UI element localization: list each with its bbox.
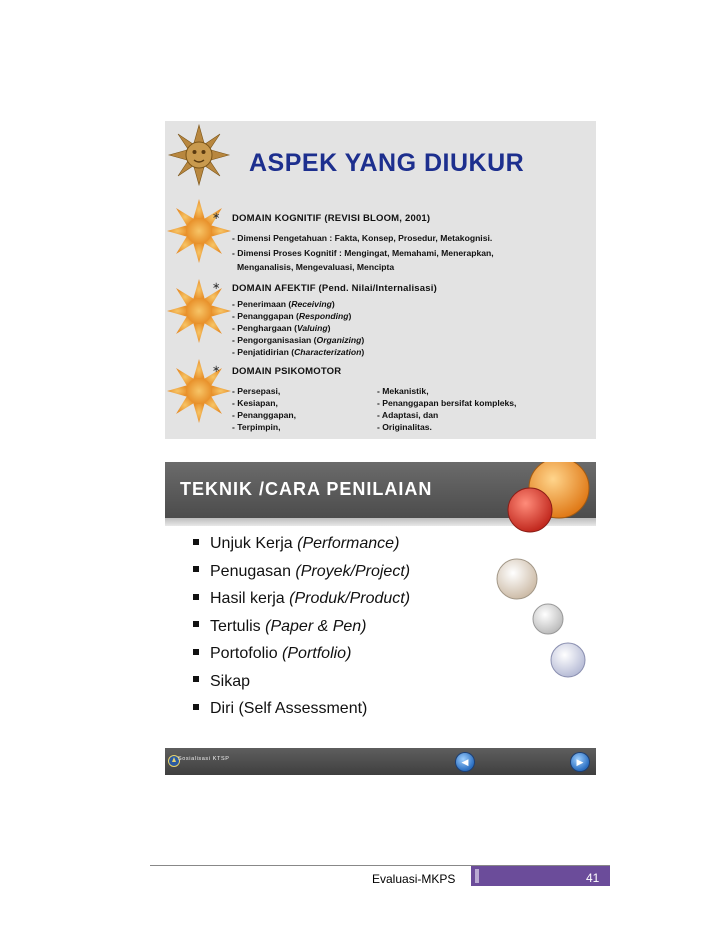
asterisk-bullet-icon: ∗ (212, 364, 221, 375)
footer-document-label: Evaluasi-MKPS (372, 872, 456, 886)
next-slide-button[interactable] (571, 753, 589, 771)
afektif-item: - Penghargaan (Valuing) (232, 323, 331, 333)
sun-decoration-icon (165, 121, 235, 439)
previous-slide-button[interactable] (456, 753, 474, 771)
slide-teknik-cara-penilaian (165, 462, 596, 775)
kognitif-line: Menganalisis, Mengevaluasi, Mencipta (237, 262, 395, 272)
afektif-item: - Penjatidirian (Characterization) (232, 347, 365, 357)
arrow-left-icon: ◀ (461, 757, 469, 767)
psikomotor-item: - Mekanistik, (377, 386, 429, 396)
teknik-list-item: Tertulis (Paper & Pen) (193, 618, 367, 636)
slide2-footer (165, 748, 596, 775)
psikomotor-item: - Terpimpin, (232, 422, 281, 432)
teknik-list-item: Unjuk Kerja (Performance) (193, 535, 399, 553)
square-bullet-icon (193, 704, 199, 710)
afektif-item: - Penanggapan (Responding) (232, 311, 352, 321)
page-number: 41 (586, 871, 600, 885)
square-bullet-icon (193, 594, 199, 600)
psikomotor-item: - Originalitas. (377, 422, 432, 432)
asterisk-bullet-icon: ∗ (212, 281, 221, 292)
footer-label: Sosialisasi KTSP (178, 756, 230, 762)
square-bullet-icon (193, 676, 199, 682)
psikomotor-item: - Kesiapan, (232, 398, 278, 408)
afektif-item: - Pengorganisasian (Organizing) (232, 335, 365, 345)
square-bullet-icon (193, 566, 199, 572)
psikomotor-item: - Penanggapan, (232, 410, 296, 420)
teknik-list-item: Sikap (193, 673, 250, 691)
asterisk-bullet-icon: ∗ (212, 211, 221, 222)
footer-page-bar-accent (475, 869, 479, 883)
slide1-title: ASPEK YANG DIUKUR (249, 149, 525, 177)
kognitif-line: - Dimensi Proses Kognitif : Mengingat, Memahami, Menerapkan, (232, 248, 494, 258)
domain-kognitif-heading: DOMAIN KOGNITIF (REVISI BLOOM, 2001) (232, 213, 431, 224)
arrow-right-icon: ▶ (576, 757, 584, 767)
afektif-item: - Penerimaan (Receiving) (232, 299, 335, 309)
teknik-list-item: Diri (Self Assessment) (193, 700, 367, 718)
domain-psikomotor-heading: DOMAIN PSIKOMOTOR (232, 366, 342, 377)
slide2-title: TEKNIK /CARA PENILAIAN (180, 479, 433, 499)
teknik-list-item: Hasil kerja (Produk/Product) (193, 590, 410, 608)
kognitif-line: - Dimensi Pengetahuan : Fakta, Konsep, Prosedur, Metakognisi. (232, 233, 493, 243)
teknik-list-item: Portofolio (Portfolio) (193, 645, 351, 663)
slide-aspek-yang-diukur (165, 121, 596, 439)
square-bullet-icon (193, 649, 199, 655)
domain-afektif-heading: DOMAIN AFEKTIF (Pend. Nilai/Internalisasi) (232, 283, 437, 294)
psikomotor-item: - Adaptasi, dan (377, 410, 439, 420)
square-bullet-icon (193, 539, 199, 545)
psikomotor-item: - Penanggapan bersifat kompleks, (377, 398, 517, 408)
teknik-list-item: Penugasan (Proyek/Project) (193, 563, 410, 581)
psikomotor-item: - Persepasi, (232, 386, 281, 396)
square-bullet-icon (193, 621, 199, 627)
